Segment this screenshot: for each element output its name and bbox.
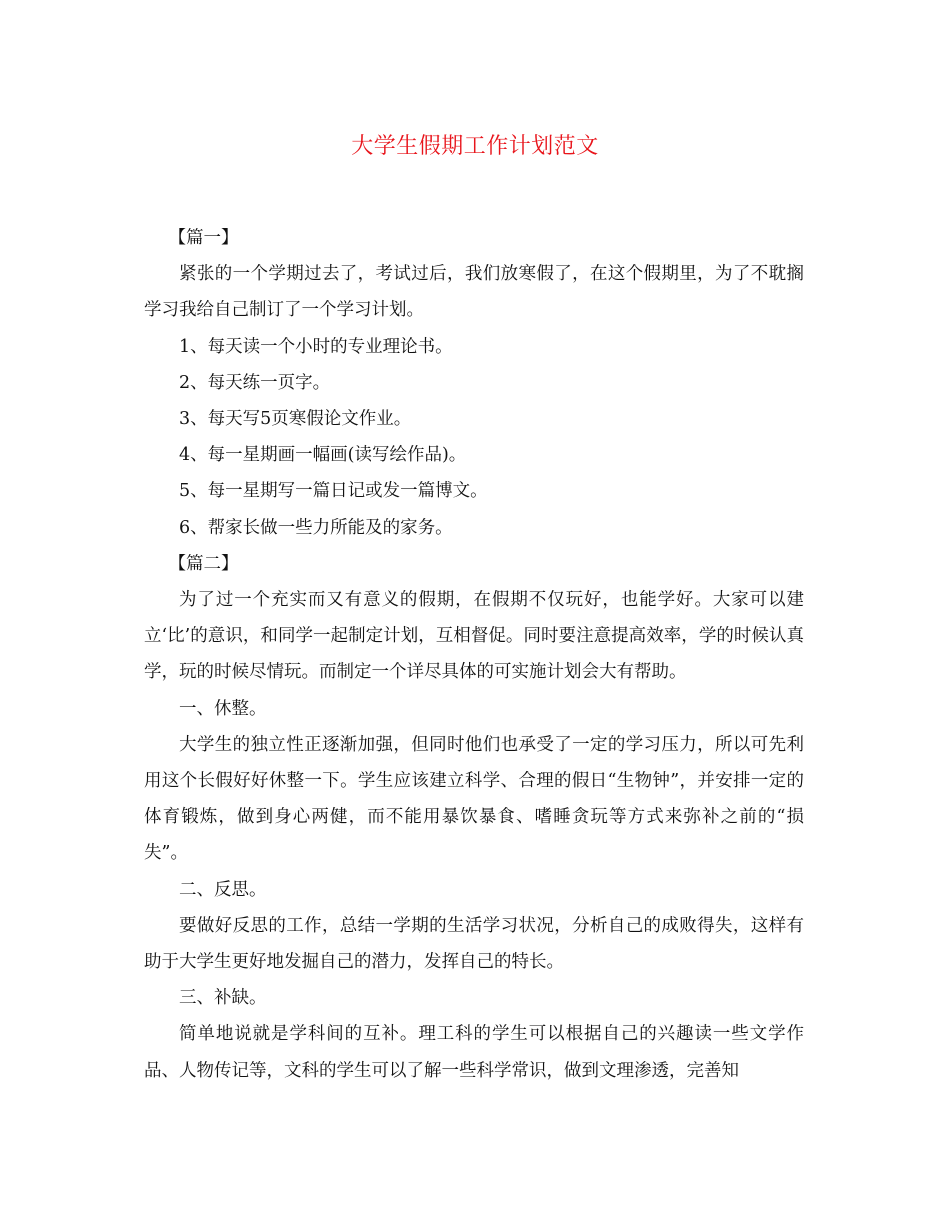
list-item: 3、每天写5页寒假论文作业。: [179, 409, 412, 430]
list-item: 6、帮家长做一些力所能及的家务。: [179, 517, 453, 538]
subheading: 三、补缺。: [179, 988, 267, 1009]
paragraph: 要做好反思的工作，总结一学期的生活学习状况，分析自己的成败得失，这样有助于大学生更好地发掘自己的潜力，发挥自己的特长。: [144, 915, 804, 973]
document-title: 大学生假期工作计划范文: [351, 134, 599, 159]
section-heading: 【篇一】: [168, 228, 239, 248]
subheading: 二、反思。: [179, 879, 267, 900]
paragraph: 大学生的独立性正逐渐加强，但同时他们也承受了一定的学习压力，所以可先利用这个长假好好休整一下。学生应该建立科学、合理的假日“生物钟”，并安排一定的体育锻炼，做到身心两健，而不能用暴饮暴食、嗜睡贪玩等方式来弥补之前的“损失”。: [144, 734, 804, 864]
list-item: 5、每一星期写一篇日记或发一篇博文。: [179, 481, 488, 502]
list-item: 2、每天练一页字。: [179, 372, 331, 393]
subheading: 一、休整。: [179, 698, 267, 719]
section-heading: 【篇二】: [168, 553, 239, 574]
list-item: 1、每天读一个小时的专业理论书。: [179, 336, 453, 357]
paragraph: 为了过一个充实而又有意义的假期，在假期不仅玩好，也能学好。大家可以建立‘比’的意识，和同学一起制定计划，互相督促。同时要注意提高效率，学的时候认真学，玩的时候尽情玩。而制定一个详尽具体的可实施计划会大有帮助。: [144, 590, 804, 683]
document-body: [144, 220, 804, 1089]
paragraph: 简单地说就是学科间的互补。理工科的学生可以根据自己的兴趣读一些文学作品、人物传记等，文科的学生可以了解一些科学常识，做到文理渗透，完善知: [144, 1024, 804, 1081]
list-item: 4、每一星期画一幅画(读写绘作品)。: [179, 445, 467, 466]
paragraph: 紧张的一个学期过去了，考试过后，我们放寒假了，在这个假期里，为了不耽搁学习我给自己制订了一个学习计划。: [144, 264, 804, 321]
